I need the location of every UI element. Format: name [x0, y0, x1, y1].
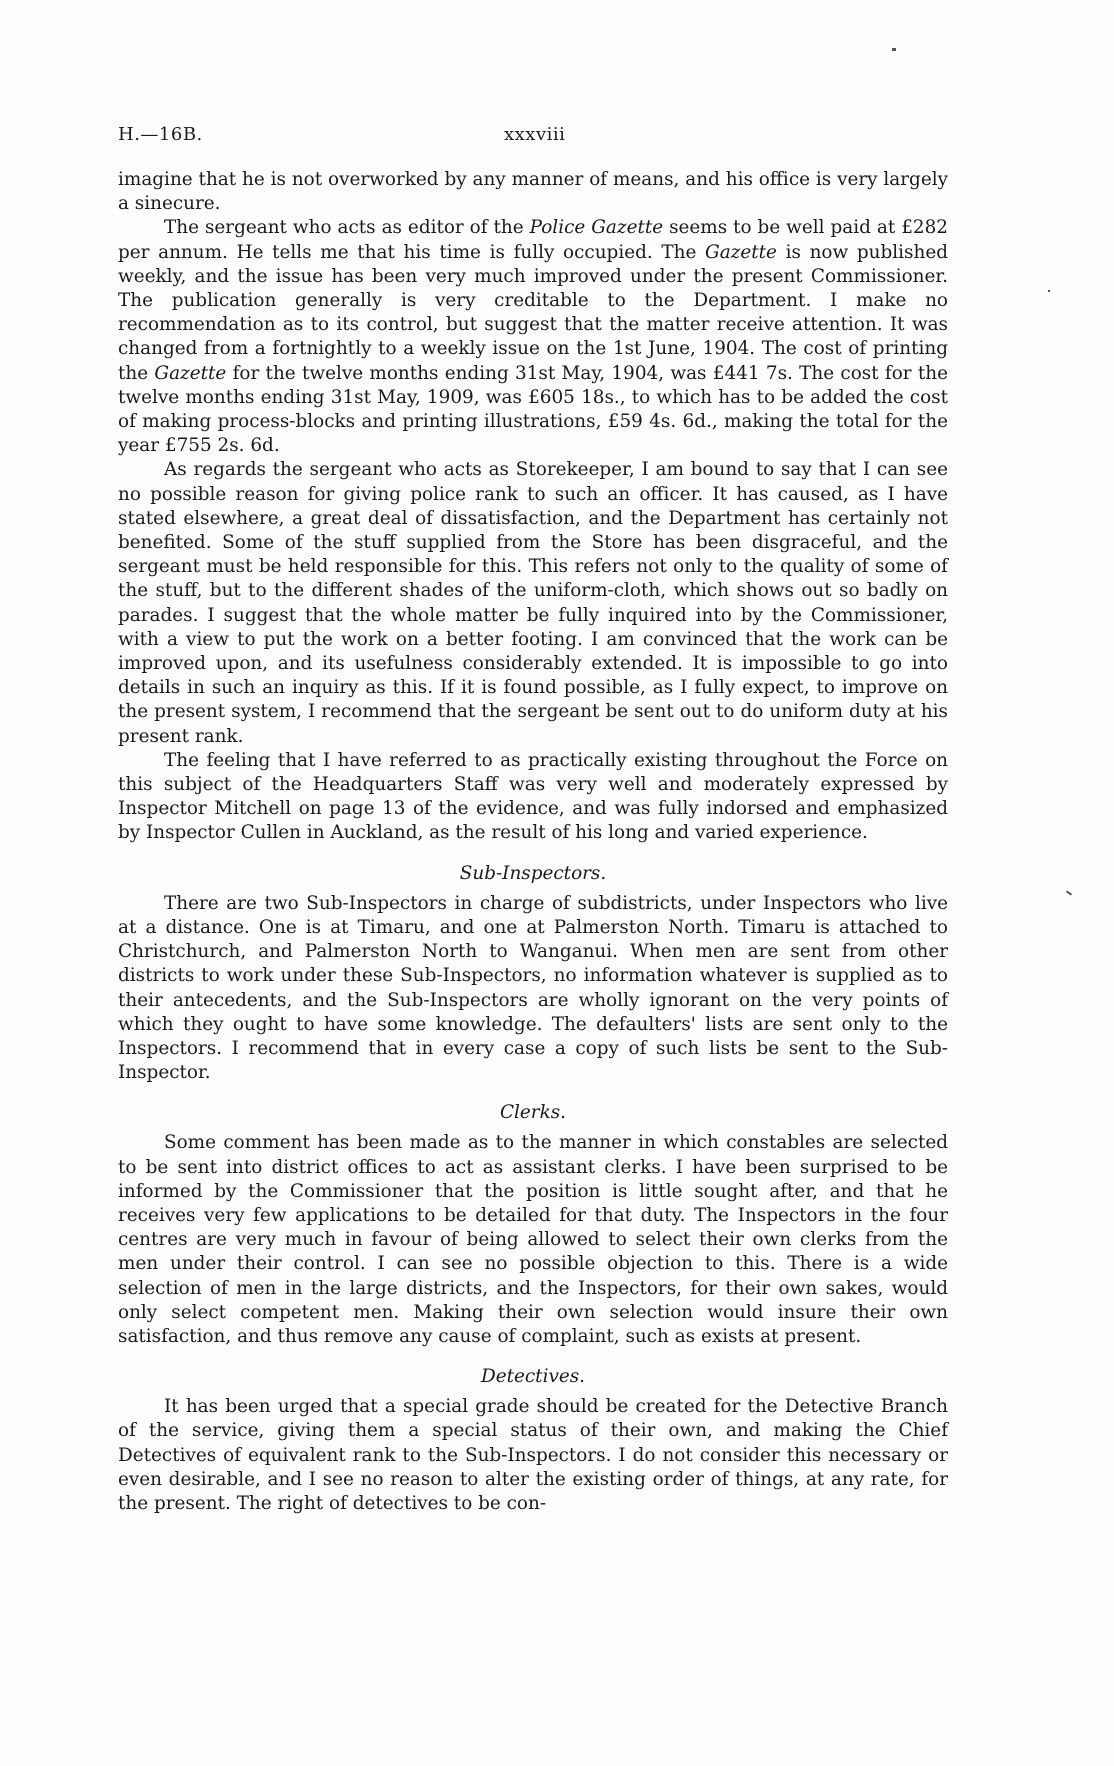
- paragraph-headquarters-staff: The feeling that I have referred to as practically existing throughout the Force on this subject of the Headquarters Staff was very well and moderately expressed by Inspector Mitchell on page 13 of the evidence, and was fully indorsed and emphasized by Inspector Cullen in Auckland, as the result of his long and varied experience.: [118, 749, 948, 844]
- paragraph-sub-inspectors: There are two Sub-Inspectors in charge of subdistricts, under Inspectors who live at a distance. One is at Timaru, and one at Palmerston North. Timaru is attached to Christchurch, and Palmerston North to Wanganui. When men are sent from other districts to work under these Sub-Inspectors, no information whatever is supplied as to their antecedents, and the Sub-Inspectors are wholly ignorant on the very points of which they ought to have some knowledge. The defaulters' lists are sent only to the Inspectors. I recommend that in every case a copy of such lists be sent to the Sub-Inspector.: [118, 892, 948, 1084]
- section-heading-clerks: Clerks.: [499, 1102, 567, 1124]
- scan-speck: [892, 48, 896, 51]
- publication-title: Gazette: [705, 241, 777, 263]
- paragraph-text: is now published weekly, and the issue has been very much improved under the present Commissioner. The publication generally is very creditable to the Department. I make no recommendation as to its control, but suggest that the matter receive attention. It was changed from a fortnightly to a weekly issue on the 1st June, 1904. The cost of printing the: [118, 241, 948, 384]
- publication-title: Gazette: [154, 362, 227, 384]
- section-heading-sub-inspectors: Sub-Inspectors.: [459, 862, 607, 884]
- paragraph-clerks: Some comment has been made as to the manner in which constables are selected to be sent into district offices to act as assistant clerks. I have been surprised to be informed by the Commissioner that the position is little sought after, and that he receives very few applications to be detailed for that duty. The Inspectors in the four centres are very much in favour of being allowed to select their own clerks from the men under their control. I can see no possible objection to this. There is a wide selection of men in the large districts, and the Inspectors, for their own sakes, would only select competent men. Making their own selection would insure their own satisfaction, and thus remove any cause of complaint, such as exists at present.: [118, 1132, 948, 1347]
- paragraph-detectives: It has been urged that a special grade should be created for the Detective Branch of the service, giving them a special status of their own, and making the Chief Detectives of equivalent rank to the Sub-Inspectors. I do not consider this necessary or even desirable, and I see no reason to alter the existing order of things, at any rate, for the present. The right of detectives to be con-: [118, 1396, 948, 1514]
- paragraph-text: for the twelve months ending 31st May, 1904, was £441 7s. The cost for the twelve months ending 31st May, 1909, was £605 18s., to which has to be added the cost of making process-blocks and printing illustrations, £59 4s. 6d., making the total for the year £755 2s. 6d.: [118, 362, 948, 457]
- publication-title: Police Gazette: [529, 217, 664, 239]
- scan-speck: [1066, 890, 1072, 895]
- page-header: [118, 118, 948, 148]
- paragraph-text: The sergeant who acts as editor of the: [164, 217, 530, 239]
- body-text: [118, 168, 948, 1516]
- paragraph-text: seems to be well paid at £282 per annum. He tells me that his time is fully occupied. The: [118, 217, 949, 263]
- paragraph-police-gazette: [118, 216, 948, 458]
- paragraph-storekeeper: As regards the sergeant who acts as Storekeeper, I am bound to say that I can see no possible reason for giving police rank to such an officer. It has caused, as I have stated elsewhere, a great deal of dissatisfaction, and the Department has certainly not benefited. Some of the stuff supplied from the Store has been disgraceful, and the sergeant must be held responsible for this. This refers not only to the quality of some of the stuff, but to the different shades of the uniform-cloth, which shows out so badly on parades. I suggest that the whole matter be fully inquired into by the Commissioner, with a view to put the work on a better footing. I am convinced that the work can be improved upon, and its usefulness considerably extended. It is impossible to go into details in such an inquiry as this. If it is found possible, as I fully expect, to improve on the present system, I recommend that the sergeant be sent out to do uniform duty at his present rank.: [118, 459, 948, 747]
- section-heading-detectives: Detectives.: [480, 1366, 586, 1388]
- scan-speck: [1048, 290, 1050, 292]
- page-number: xxxviii: [504, 124, 566, 145]
- paper-reference: H.—16B.: [118, 124, 203, 145]
- paragraph-continued: imagine that he is not overworked by any manner of means, and his office is very largely a sinecure.: [118, 169, 948, 215]
